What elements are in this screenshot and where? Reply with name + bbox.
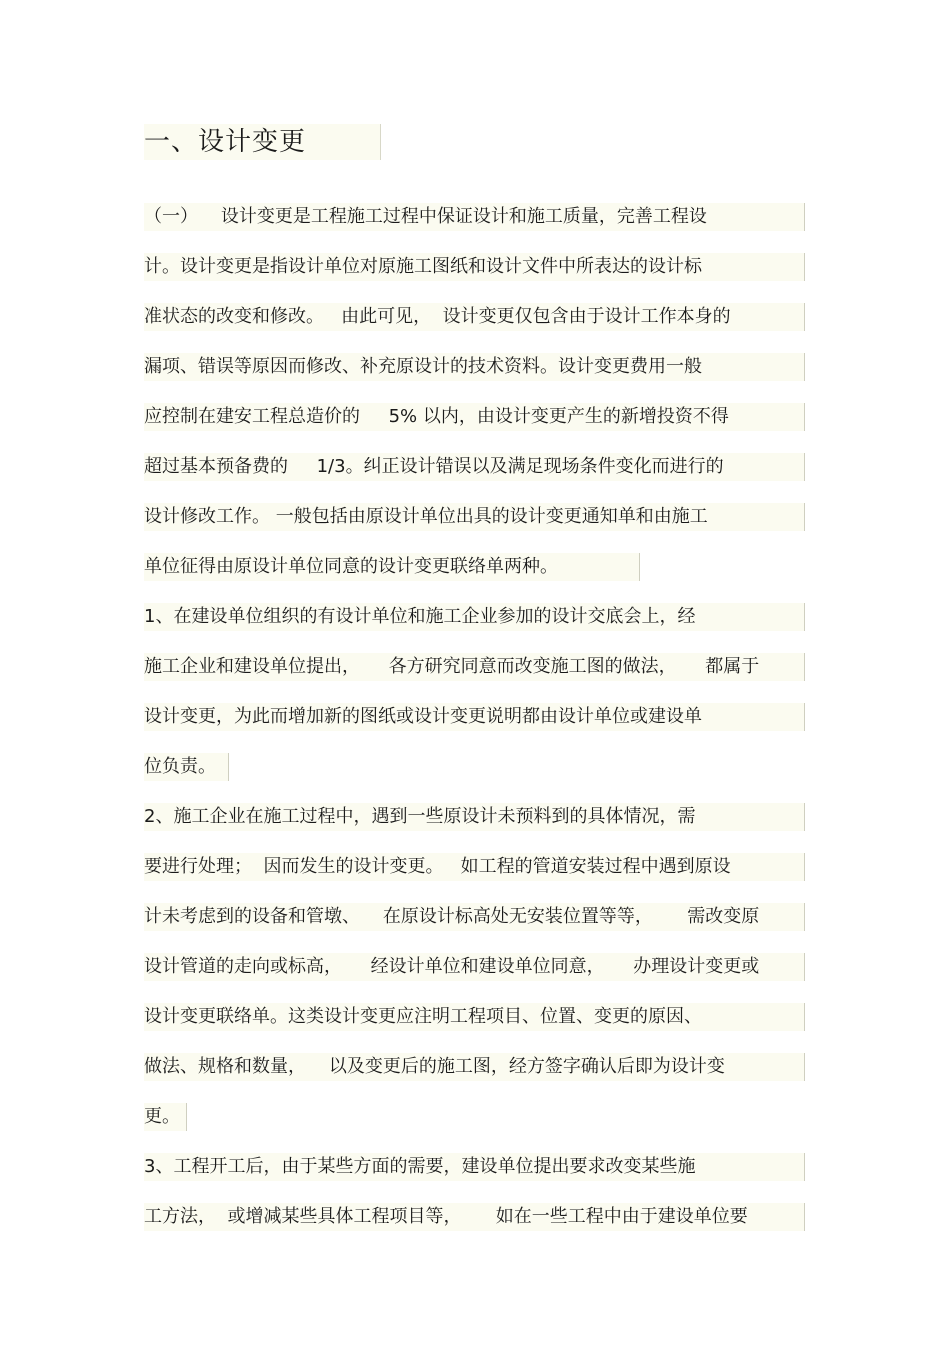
paragraph-line: 做法、规格和数量， 以及变更后的施工图，经方签字确认后即为设计变: [144, 1053, 805, 1081]
paragraph-line: 计未考虑到的设备和管墩、 在原设计标高处无安装位置等等， 需改变原: [144, 903, 805, 931]
paragraph-line: 要进行处理； 因而发生的设计变更。 如工程的管道安装过程中遇到原设: [144, 853, 805, 881]
paragraph-line: 设计管道的走向或标高， 经设计单位和建设单位同意， 办理设计变更或: [144, 953, 805, 981]
paragraph-line: 准状态的改变和修改。 由此可见， 设计变更仅包含由于设计工作本身的: [144, 303, 805, 331]
paragraph-line: （一） 设计变更是工程施工过程中保证设计和施工质量，完善工程设: [144, 203, 805, 231]
paragraph-line: 工方法， 或增减某些具体工程项目等， 如在一些工程中由于建设单位要: [144, 1203, 805, 1231]
paragraph-line: 1、在建设单位组织的有设计单位和施工企业参加的设计交底会上，经: [144, 603, 805, 631]
paragraph-line: 3、工程开工后，由于某些方面的需要，建设单位提出要求改变某些施: [144, 1153, 805, 1181]
paragraph-line: 设计变更，为此而增加新的图纸或设计变更说明都由设计单位或建设单: [144, 703, 805, 731]
paragraph-line: 计。设计变更是指设计单位对原施工图纸和设计文件中所表达的设计标: [144, 253, 805, 281]
paragraph-line: 施工企业和建设单位提出， 各方研究同意而改变施工图的做法， 都属于: [144, 653, 805, 681]
paragraph-line: 更。: [144, 1103, 187, 1131]
section-heading: 一、设计变更: [144, 124, 381, 160]
paragraph-line: 漏项、错误等原因而修改、补充原设计的技术资料。设计变更费用一般: [144, 353, 805, 381]
paragraph-line: 超过基本预备费的 1/3。纠正设计错误以及满足现场条件变化而进行的: [144, 453, 805, 481]
paragraph-line: 2、施工企业在施工过程中，遇到一些原设计未预料到的具体情况，需: [144, 803, 805, 831]
paragraph-line: 设计变更联络单。这类设计变更应注明工程项目、位置、变更的原因、: [144, 1003, 805, 1031]
paragraph-line: 单位征得由原设计单位同意的设计变更联络单两种。: [144, 553, 640, 581]
paragraph-line: 设计修改工作。 一般包括由原设计单位出具的设计变更通知单和由施工: [144, 503, 805, 531]
paragraph-line: 应控制在建安工程总造价的 5% 以内，由设计变更产生的新增投资不得: [144, 403, 805, 431]
paragraph-line: 位负责。: [144, 753, 229, 781]
